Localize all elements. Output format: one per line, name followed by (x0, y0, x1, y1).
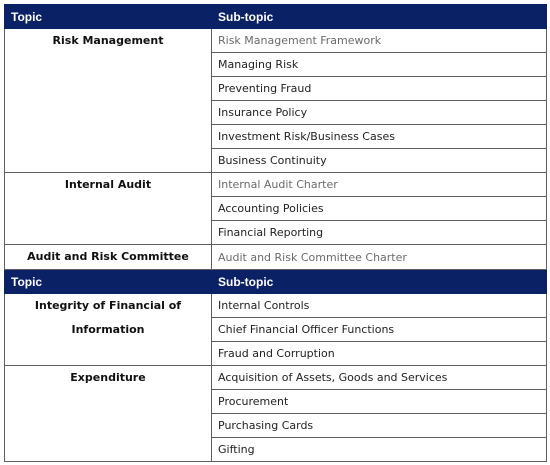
subtopic-cell: Preventing Fraud (212, 77, 547, 101)
subtopic-cell: Chief Financial Officer Functions (212, 318, 547, 342)
subtopic-cell: Risk Management Framework (212, 29, 547, 53)
subtopic-column-header: Sub-topic (212, 270, 547, 294)
subtopic-cell: Business Continuity (212, 149, 547, 173)
subtopic-column-header: Sub-topic (212, 5, 547, 29)
topic-label-line: Integrity of Financial of (34, 299, 182, 312)
subtopic-cell: Internal Controls (212, 294, 547, 318)
topic-cell-integrity-financial-information (5, 294, 212, 366)
subtopic-cell: Procurement (212, 390, 547, 414)
subtopic-cell: Fraud and Corruption (212, 342, 547, 366)
subtopic-cell: Financial Reporting (212, 221, 547, 245)
topic-label: Risk Management (52, 34, 164, 47)
table-header-row (5, 270, 547, 294)
topic-cell-audit-risk-committee (5, 245, 212, 270)
topics-document (4, 4, 546, 462)
topic-cell-internal-audit (5, 173, 212, 245)
subtopic-cell: Insurance Policy (212, 101, 547, 125)
table-row (5, 366, 547, 390)
subtopic-cell: Gifting (212, 438, 547, 462)
topic-cell-expenditure (5, 366, 212, 462)
table-row (5, 29, 547, 53)
subtopic-cell: Purchasing Cards (212, 414, 547, 438)
subtopic-cell: Accounting Policies (212, 197, 547, 221)
subtopic-cell: Audit and Risk Committee Charter (212, 245, 547, 270)
subtopic-cell: Internal Audit Charter (212, 173, 547, 197)
topic-column-header: Topic (5, 5, 212, 29)
topic-column-header: Topic (5, 270, 212, 294)
topic-cell-risk-management (5, 29, 212, 173)
topic-label-line: Information (71, 323, 145, 336)
topic-label: Internal Audit (64, 178, 152, 191)
topics-table (4, 4, 547, 462)
topic-label: Expenditure (70, 371, 146, 384)
table-header-row (5, 5, 547, 29)
topic-label: Audit and Risk Committee (27, 250, 189, 263)
subtopic-cell: Investment Risk/Business Cases (212, 125, 547, 149)
table-row (5, 245, 547, 270)
subtopic-cell: Acquisition of Assets, Goods and Services (212, 366, 547, 390)
table-row (5, 294, 547, 318)
table-row (5, 173, 547, 197)
subtopic-cell: Managing Risk (212, 53, 547, 77)
